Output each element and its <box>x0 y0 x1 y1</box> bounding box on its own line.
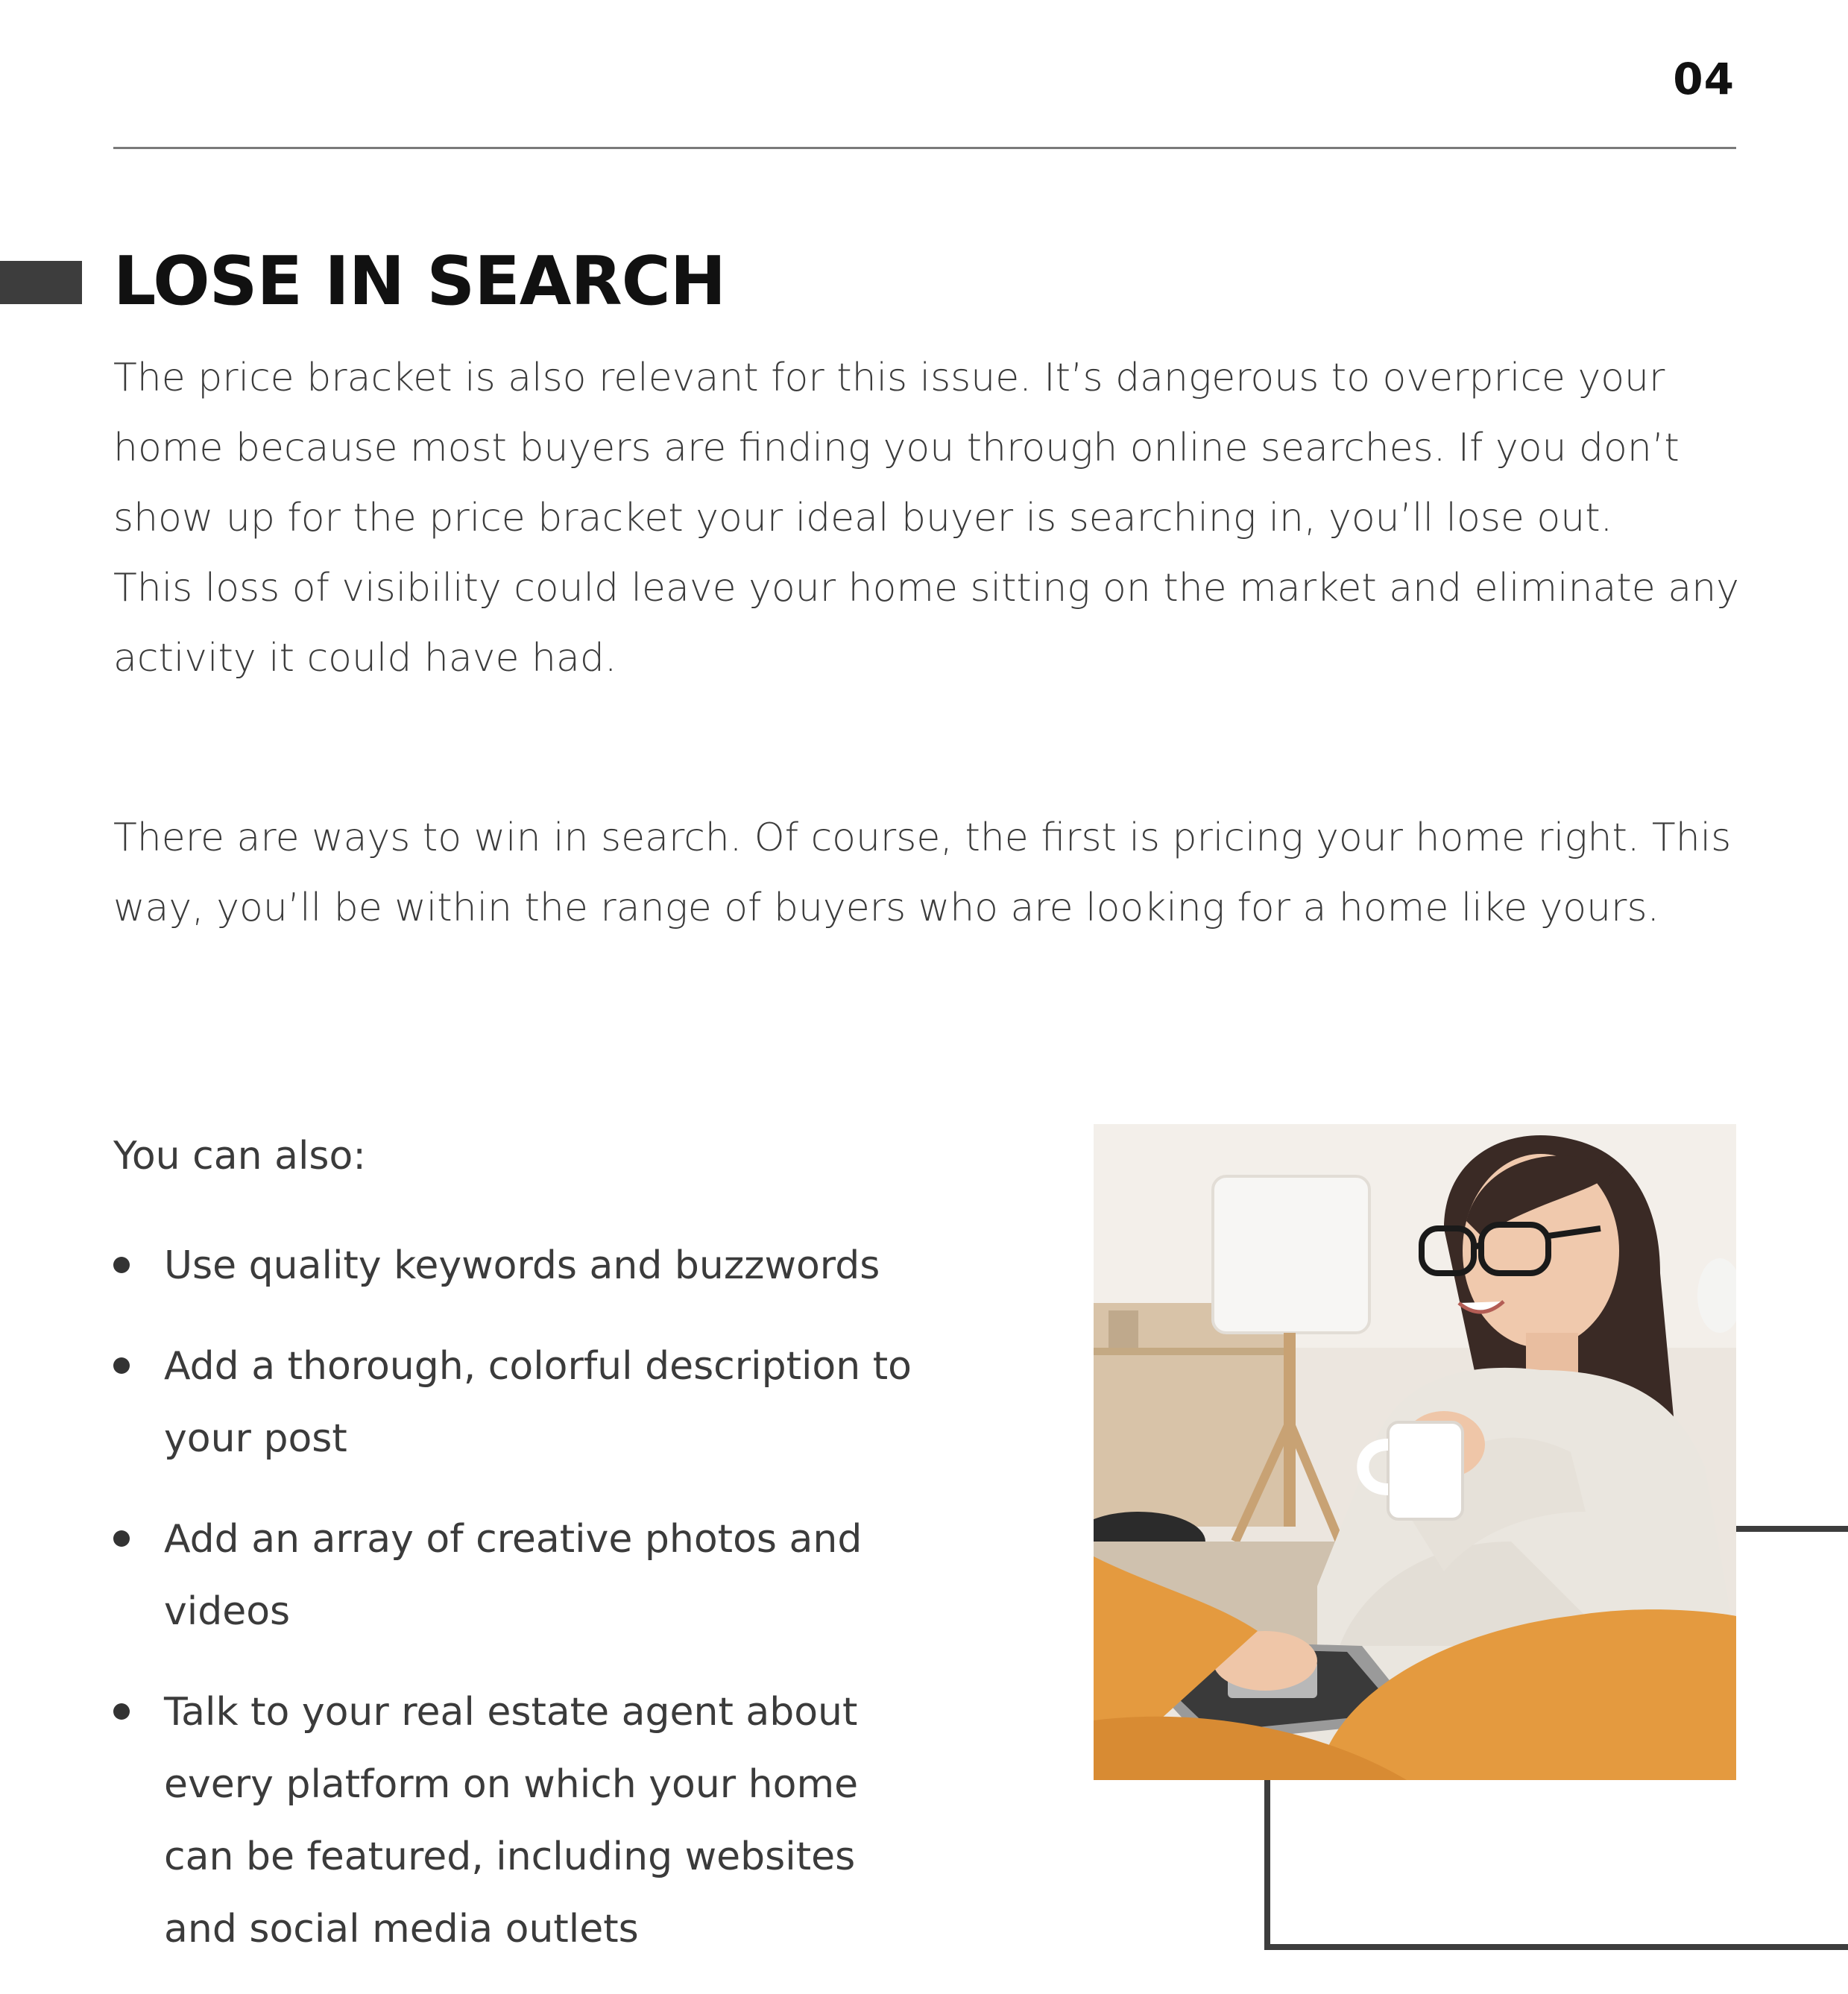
decorative-frame-vertical <box>1264 1780 1270 1950</box>
bullet-icon <box>113 1703 130 1720</box>
list-item-text: Talk to your real estate agent about every platform on which your home can be featured, including websites and social media outlets <box>164 1690 859 1952</box>
intro-paragraph: The price bracket is also relevant for this issue. It’s dangerous to overprice your home because most buyers are finding you through online searches. If you don’t show up for the price bracket your ideal buyer is searching in, you’ll lose out. This loss of visibility could leave your home sitting on the market and eliminate any activity it could have had. <box>113 356 1739 681</box>
section-title: LOSE IN SEARCH <box>113 242 726 321</box>
list-item <box>113 1504 918 1648</box>
list-item-text: Use quality keywords and buzzwords <box>164 1243 880 1288</box>
bullet-icon <box>113 1257 130 1273</box>
decorative-frame-bottom <box>1264 1944 1848 1950</box>
page-number: 04 <box>1673 54 1735 104</box>
tips-list <box>113 1230 918 1994</box>
also-intro: You can also: <box>113 1134 366 1179</box>
list-item-text: Add an array of creative photos and videos <box>164 1517 862 1634</box>
header-divider <box>113 147 1736 149</box>
list-item <box>113 1676 918 1966</box>
photo-illustration <box>1094 1124 1736 1780</box>
bullet-icon <box>113 1357 130 1374</box>
bullet-icon <box>113 1530 130 1547</box>
win-in-search-paragraph: There are ways to win in search. Of course, the first is pricing your home right. This way, you’ll be within the range of buyers who are looking for a home like yours. <box>113 815 1732 930</box>
list-item-text: Add a thorough, colorful description to your post <box>164 1344 912 1461</box>
list-item <box>113 1230 918 1302</box>
title-accent-bar <box>0 261 82 304</box>
decorative-line-right <box>1736 1526 1848 1532</box>
woman-laptop-photo <box>1094 1124 1736 1780</box>
list-item <box>113 1331 918 1475</box>
